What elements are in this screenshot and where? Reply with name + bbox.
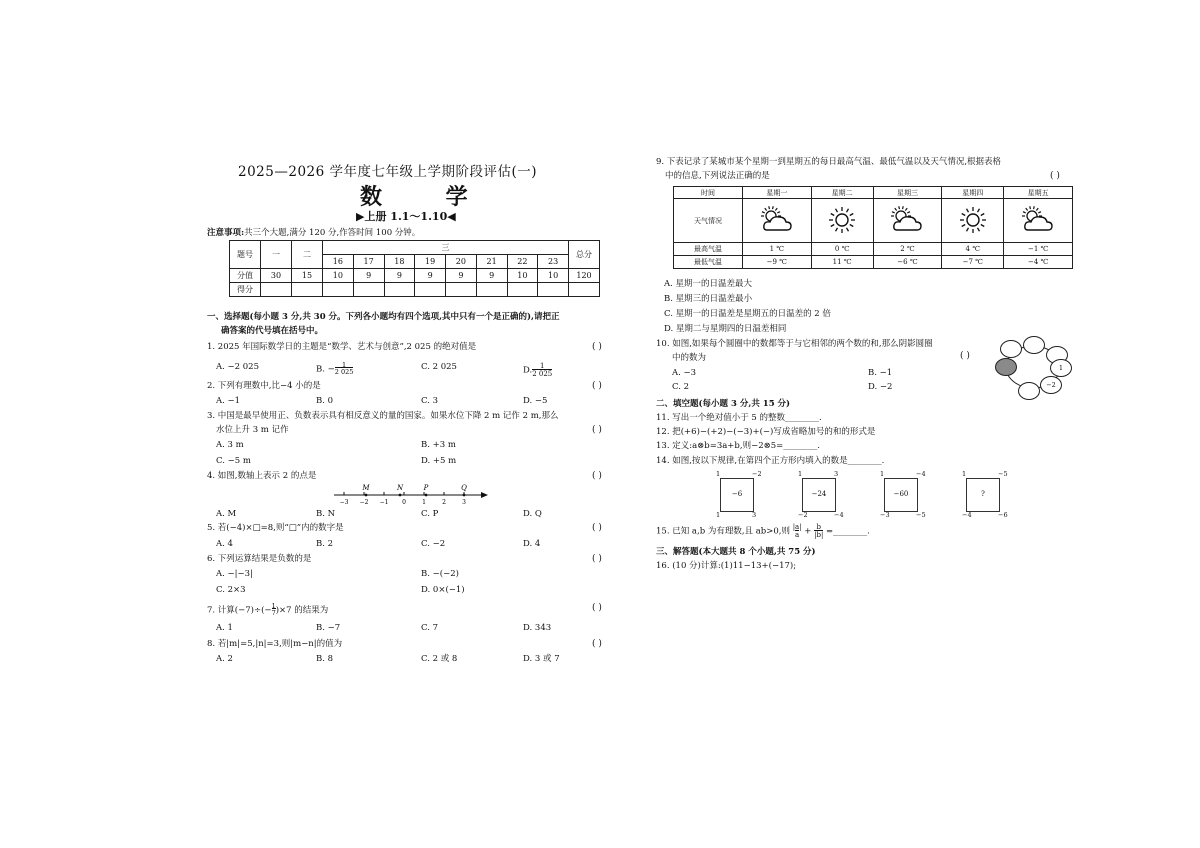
- q9-paren[interactable]: ( ): [1050, 171, 1060, 181]
- score-value-cell: 10: [507, 269, 538, 283]
- q16-stem: 16. (10 分)计算:(1)11−13+(−17);: [656, 561, 797, 571]
- q9-option-a[interactable]: A. 星期一的日温差最大: [664, 279, 753, 289]
- q1-option-b[interactable]: B. $-\frac{1}{2 025}$: [316, 361, 354, 376]
- square-corner-value: 1: [880, 470, 885, 478]
- axis-tick-label: 2: [442, 499, 446, 506]
- square-corner-value: −4: [834, 511, 844, 519]
- q3-option-b[interactable]: B. +3 m: [421, 440, 456, 450]
- q1-paren[interactable]: ( ): [592, 342, 602, 352]
- row-label-number: 题号: [230, 241, 261, 269]
- q8-option-b[interactable]: B. 8: [316, 654, 334, 664]
- q14-stem: 14. 如图,按以下规律,在第四个正方形内填入的数是________.: [656, 456, 885, 466]
- high-temp-cell: −1 ℃: [1004, 243, 1073, 256]
- score-got-cell[interactable]: [507, 283, 538, 297]
- high-temp-cell: 0 ℃: [811, 243, 873, 256]
- pattern-square: [798, 470, 844, 518]
- weather-header-cell: 星期三: [873, 187, 942, 199]
- sunny-icon: [824, 230, 860, 238]
- q9-stem-cont: 中的信息,下列说法正确的是: [665, 171, 770, 181]
- square-corner-value: −2: [752, 470, 762, 478]
- circle-ring-figure: [994, 336, 1072, 398]
- number-line-figure: [330, 484, 490, 506]
- score-got-cell[interactable]: [384, 283, 415, 297]
- ring-circle-shaded: [995, 358, 1017, 376]
- q9-option-d[interactable]: D. 星期二与星期四的日温差相同: [664, 324, 787, 334]
- q7-option-a[interactable]: A. 1: [216, 623, 233, 633]
- score-got-cell[interactable]: [476, 283, 507, 297]
- q10-option-a[interactable]: A. −3: [672, 368, 697, 378]
- q7-paren[interactable]: ( ): [592, 603, 602, 613]
- square-corner-value: −2: [798, 511, 808, 519]
- score-value-cell: 9: [446, 269, 477, 283]
- row-label-score: 分值: [230, 269, 261, 283]
- axis-point-label: N: [396, 484, 404, 492]
- q2-paren[interactable]: ( ): [592, 381, 602, 391]
- page-title: 2025—2026 学年度七年级上学期阶段评估(一): [238, 164, 538, 180]
- high-temp-cell: 最高气温: [674, 243, 743, 256]
- q8-paren[interactable]: ( ): [592, 639, 602, 649]
- subject-title: 数 学: [360, 184, 496, 210]
- q4-paren[interactable]: ( ): [592, 471, 602, 481]
- square-corner-value: 1: [716, 470, 721, 478]
- chapter-range: ▶上册 1.1～1.10◀: [356, 210, 456, 223]
- q10-option-b[interactable]: B. −1: [868, 368, 893, 378]
- pattern-square: [962, 470, 1008, 518]
- q9-stem: 9. 下表记录了某城市某个星期一到星期五的每日最高气温、最低气温以及天气情况,根据表格: [656, 157, 1002, 167]
- q8-option-c[interactable]: C. 2 或 8: [421, 654, 458, 664]
- question-number-cell: 19: [415, 255, 446, 269]
- axis-tick-label: 1: [422, 499, 426, 506]
- q8-option-d[interactable]: D. 3 或 7: [523, 654, 560, 664]
- q11-stem: 11. 写出一个绝对值小于 5 的整数________.: [656, 413, 822, 423]
- q9-option-b[interactable]: B. 星期三的日温差最小: [664, 294, 753, 304]
- score-value-cell: 9: [353, 269, 384, 283]
- low-temp-cell: −9 ℃: [743, 256, 812, 269]
- q13-stem: 13. 定义:a⊗b=3a+b,则−2⊗5=________.: [656, 441, 820, 451]
- q1-stem: 1. 2025 年国际数学日的主题是“数学、艺术与创意”,2 025 的绝对值是: [207, 342, 477, 352]
- weather-row-label: 天气情况: [674, 199, 743, 243]
- square-center-value: −24: [811, 490, 827, 498]
- score-value-cell: 9: [415, 269, 446, 283]
- question-number-cell: 17: [353, 255, 384, 269]
- square-corner-value: −6: [998, 511, 1008, 519]
- notice-text: 共三个大题,满分 120 分,作答时间 100 分钟。: [244, 228, 421, 238]
- partly-cloudy-icon: [887, 230, 927, 238]
- partly-cloudy-icon: [1018, 230, 1058, 238]
- low-temp-cell: −7 ℃: [942, 256, 1004, 269]
- q2-option-c[interactable]: C. 3: [421, 396, 439, 406]
- weather-table: [673, 186, 1073, 269]
- q8-stem: 8. 若|m|=5,|n|=3,则|m−n|的值为: [207, 639, 343, 649]
- axis-point: [425, 494, 428, 497]
- axis-point-label: P: [423, 484, 429, 492]
- q4-option-b[interactable]: B. N: [316, 509, 336, 519]
- score-got-cell[interactable]: [446, 283, 477, 297]
- weather-header-cell: 时间: [674, 187, 743, 199]
- axis-tick-label: 0: [402, 499, 406, 506]
- square-center-value: −60: [893, 490, 909, 498]
- q10-paren[interactable]: ( ): [960, 351, 970, 361]
- q10-stem: 10. 如图,如果每个圆圈中的数都等于与它相邻的两个数的和,那么阴影圆圈: [656, 339, 933, 349]
- score-table: 题号 一 二 三 总分 16 17 18 19 20 21 22 23 分值 30 15 10 9 9 9 9 9 10 10 120 得分: [229, 240, 600, 297]
- q5-option-b[interactable]: B. 2: [316, 539, 334, 549]
- q1-option-d[interactable]: $D.\frac{1}{2 025}$: [523, 362, 553, 378]
- score-got-cell[interactable]: [538, 283, 569, 297]
- question-number-cell: 16: [323, 255, 354, 269]
- q2-option-b[interactable]: B. 0: [316, 396, 334, 406]
- square-center-value: −6: [731, 490, 743, 498]
- q3-stem: 3. 中国是最早使用正、负数表示具有相反意义的量的国家。如果水位下降 2 m 记作 2 m,那么: [207, 411, 559, 421]
- q10-option-d[interactable]: D. −2: [868, 382, 893, 392]
- question-number-cell: 20: [446, 255, 477, 269]
- low-temp-cell: 11 ℃: [811, 256, 873, 269]
- q6-stem: 6. 下列运算结果是负数的是: [207, 554, 312, 564]
- high-temp-cell: 2 ℃: [873, 243, 942, 256]
- q5-option-a[interactable]: A. 4: [216, 539, 233, 549]
- ring-circle-lower-right: −2: [1040, 376, 1062, 394]
- high-temp-cell: 4 ℃: [942, 243, 1004, 256]
- q7-option-b[interactable]: B. −7: [316, 623, 341, 633]
- score-value-cell: 15: [292, 269, 323, 283]
- square-corner-value: 3: [834, 470, 839, 478]
- square-corner-value: −4: [962, 511, 972, 519]
- q6-option-c[interactable]: C. 2×3: [216, 585, 246, 595]
- weather-header-cell: 星期四: [942, 187, 1004, 199]
- low-temp-cell: 最低气温: [674, 256, 743, 269]
- notice-label: 注意事项:: [207, 228, 245, 238]
- sunny-icon: [955, 230, 991, 238]
- square-corner-value: −4: [916, 470, 926, 478]
- square-corner-value: −3: [880, 511, 890, 519]
- q7-option-c[interactable]: C. 7: [421, 623, 439, 633]
- q12-stem: 12. 把(+6)−(+2)−(−3)+(−)写成省略加号的和的形式是: [656, 427, 876, 437]
- square-corner-value: 1: [962, 470, 967, 478]
- q6-paren[interactable]: ( ): [592, 554, 602, 564]
- ring-circle-upper-left: [1000, 340, 1022, 358]
- low-temp-cell: −4 ℃: [1004, 256, 1073, 269]
- q5-option-c[interactable]: C. −2: [421, 539, 446, 549]
- score-got-cell[interactable]: [569, 283, 600, 297]
- section2-heading: 二、填空题(每小题 3 分,共 15 分): [656, 399, 791, 409]
- axis-point: [463, 494, 466, 497]
- square-center-value: ?: [981, 490, 985, 498]
- score-got-cell[interactable]: [292, 283, 323, 297]
- q4-option-a[interactable]: A. M: [216, 509, 237, 519]
- ring-circle-top: [1023, 336, 1045, 354]
- section1-heading: 一、选择题(每小题 3 分,共 30 分。下列各小题均有四个选项,其中只有一个是正确的),请把正: [207, 312, 560, 322]
- axis-tick-label: 3: [462, 499, 466, 506]
- q3-paren[interactable]: ( ): [592, 425, 602, 435]
- score-value-cell: 30: [261, 269, 292, 283]
- score-value-cell: 120: [569, 269, 600, 283]
- q3-option-d[interactable]: D. +5 m: [421, 456, 457, 466]
- square-corner-value: 3: [752, 511, 757, 519]
- q8-option-a[interactable]: A. 2: [216, 654, 233, 664]
- ring-circle-right: 1: [1050, 359, 1072, 377]
- score-got-cell[interactable]: [323, 283, 354, 297]
- axis-point-label: Q: [461, 484, 467, 492]
- q9-option-c[interactable]: C. 星期一的日温差是星期五的日温差的 2 倍: [664, 309, 831, 319]
- question-number-cell: 22: [507, 255, 538, 269]
- q6-option-a[interactable]: A. −|−3|: [216, 569, 253, 579]
- section1-heading-cont: 确答案的代号填在括号中。: [221, 326, 324, 336]
- square-corner-value: 1: [716, 511, 721, 519]
- q4-option-c[interactable]: C. P: [421, 509, 439, 519]
- question-number-cell: 18: [384, 255, 415, 269]
- question-number-cell: 21: [476, 255, 507, 269]
- score-value-cell: 10: [323, 269, 354, 283]
- q4-stem: 4. 如图,数轴上表示 2 的点是: [207, 471, 317, 481]
- pattern-square: [716, 470, 762, 518]
- weather-header-cell: 星期二: [811, 187, 873, 199]
- q7-option-d[interactable]: D. 343: [523, 623, 552, 633]
- score-value-cell: 9: [476, 269, 507, 283]
- axis-tick-label: −1: [379, 499, 389, 506]
- weather-header-cell: 星期一: [743, 187, 812, 199]
- score-got-cell[interactable]: [353, 283, 384, 297]
- axis-point: [399, 494, 402, 497]
- score-got-cell[interactable]: [261, 283, 292, 297]
- score-value-cell: 9: [384, 269, 415, 283]
- score-value-cell: 10: [538, 269, 569, 283]
- square-corner-value: −5: [916, 511, 926, 519]
- q5-stem: 5. 若(−4)×□=8,则“□”内的数字是: [207, 523, 344, 533]
- q6-option-d[interactable]: D. 0×(−1): [421, 585, 465, 595]
- q3-option-a[interactable]: A. 3 m: [216, 440, 244, 450]
- high-temp-cell: 1 ℃: [743, 243, 812, 256]
- partly-cloudy-icon: [757, 230, 797, 238]
- row-label-got: 得分: [230, 283, 261, 297]
- q2-option-d[interactable]: D. −5: [523, 396, 548, 406]
- q2-option-a[interactable]: A. −1: [216, 396, 241, 406]
- axis-tick-label: −3: [339, 499, 349, 506]
- score-got-cell[interactable]: [415, 283, 446, 297]
- square-corner-value: 1: [798, 470, 803, 478]
- q1-option-c[interactable]: C. 2 025: [421, 362, 457, 372]
- q3-option-c[interactable]: C. −5 m: [216, 456, 251, 466]
- q14-squares-figure: [716, 470, 1016, 520]
- low-temp-cell: −6 ℃: [873, 256, 942, 269]
- square-corner-value: −5: [998, 470, 1008, 478]
- q3-stem-cont: 水位上升 3 m 记作: [216, 425, 289, 435]
- axis-point-label: M: [362, 484, 370, 492]
- q5-option-d[interactable]: D. 4: [523, 539, 541, 549]
- pattern-square: [880, 470, 926, 518]
- axis-tick-label: −2: [359, 499, 369, 506]
- q7-stem: 7. 计算$(-7)\div(-\frac{1}{7})\times 7$ 的结果为: [207, 602, 329, 617]
- q4-option-d[interactable]: D. Q: [523, 509, 542, 519]
- weather-header-cell: 星期五: [1004, 187, 1073, 199]
- q1-option-a[interactable]: A. −2 025: [216, 362, 259, 372]
- q15-stem: 15. 已知 a,b 为有理数,且 ab>0,则 $\frac{|a|}{a} + \frac{b}{|b|}$ =________.: [656, 523, 870, 539]
- q5-paren[interactable]: ( ): [592, 523, 602, 533]
- q10-option-c[interactable]: C. 2: [672, 382, 690, 392]
- ring-circle-bottom: [1018, 382, 1040, 400]
- axis-point: [365, 494, 368, 497]
- question-number-cell: 23: [538, 255, 569, 269]
- q10-stem-cont: 中的数为: [672, 353, 707, 363]
- q6-option-b[interactable]: B. −(−2): [421, 569, 459, 579]
- q2-stem: 2. 下列有理数中,比−4 小的是: [207, 381, 321, 391]
- section3-heading: 三、解答题(本大题共 8 个小题,共 75 分): [656, 547, 816, 557]
